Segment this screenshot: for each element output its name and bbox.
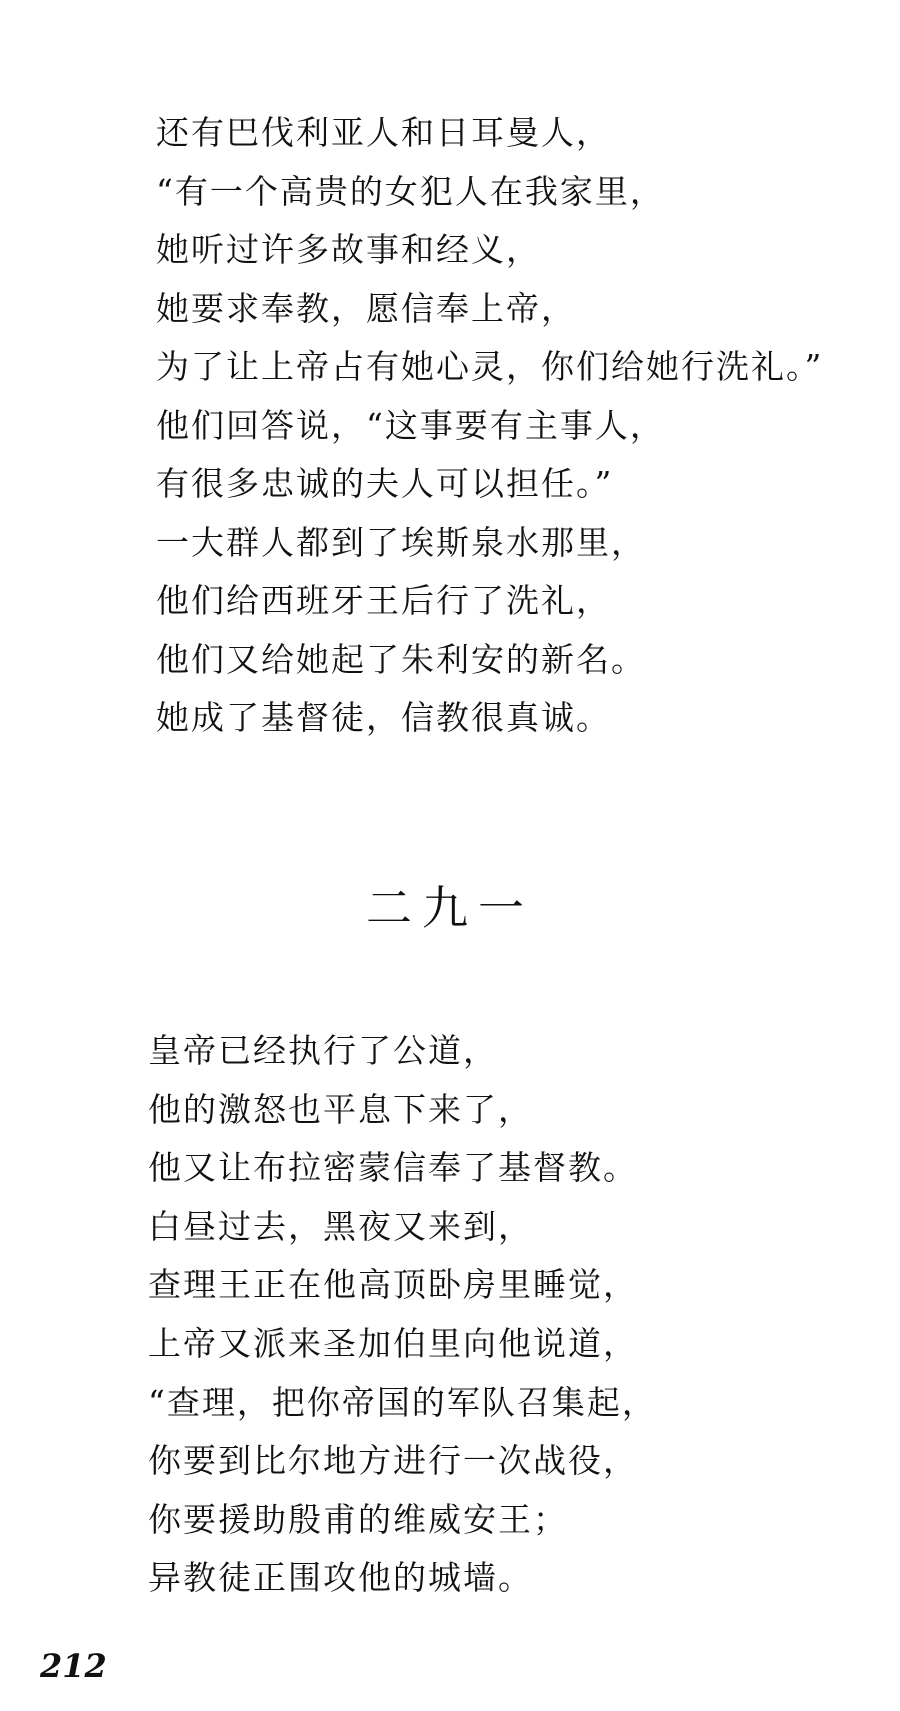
verse-line: 她要求奉教，愿信奉上帝， xyxy=(156,288,576,328)
verse-line: 他们回答说，“这事要有主事人， xyxy=(156,405,665,445)
verse-line: 你要到比尔地方进行一次战役， xyxy=(148,1441,638,1481)
verse-line: “查理，把你帝国的军队召集起， xyxy=(148,1382,657,1422)
stanza-291 xyxy=(148,1022,657,1608)
verse-line: 白昼过去，黑夜又来到， xyxy=(148,1206,533,1246)
verse-line: 有很多忠诚的夫人可以担任。” xyxy=(156,464,614,503)
page-number: 212 xyxy=(40,1647,107,1685)
verse-line: 她听过许多故事和经义， xyxy=(156,230,541,269)
verse-line: 异教徒正围攻他的城墙。 xyxy=(148,1558,533,1598)
verse-line: 他的激怒也平息下来了， xyxy=(148,1089,533,1129)
verse-line: 他又让布拉密蒙信奉了基督教。 xyxy=(148,1148,638,1188)
verse-line: 还有巴伐利亚人和日耳曼人， xyxy=(156,113,611,152)
stanza-290-continued xyxy=(156,104,823,748)
verse-line: 查理王正在他高顶卧房里睡觉， xyxy=(148,1265,638,1305)
verse-line: 你要援助殷甫的维威安王； xyxy=(148,1499,568,1539)
verse-line: 上帝又派来圣加伯里向他说道， xyxy=(148,1323,638,1363)
section-number-heading: 二九一 xyxy=(366,881,534,935)
verse-line: 皇帝已经执行了公道， xyxy=(148,1031,498,1070)
verse-line: “有一个高贵的女犯人在我家里， xyxy=(156,171,665,211)
verse-line: 为了让上帝占有她心灵，你们给她行洗礼。” xyxy=(156,347,824,386)
verse-line: 一大群人都到了埃斯泉水那里， xyxy=(156,522,646,562)
verse-line: 他们又给她起了朱利安的新名。 xyxy=(156,639,646,679)
verse-line: 他们给西班牙王后行了洗礼， xyxy=(156,581,611,620)
verse-line: 她成了基督徒，信教很真诚。 xyxy=(156,698,611,737)
